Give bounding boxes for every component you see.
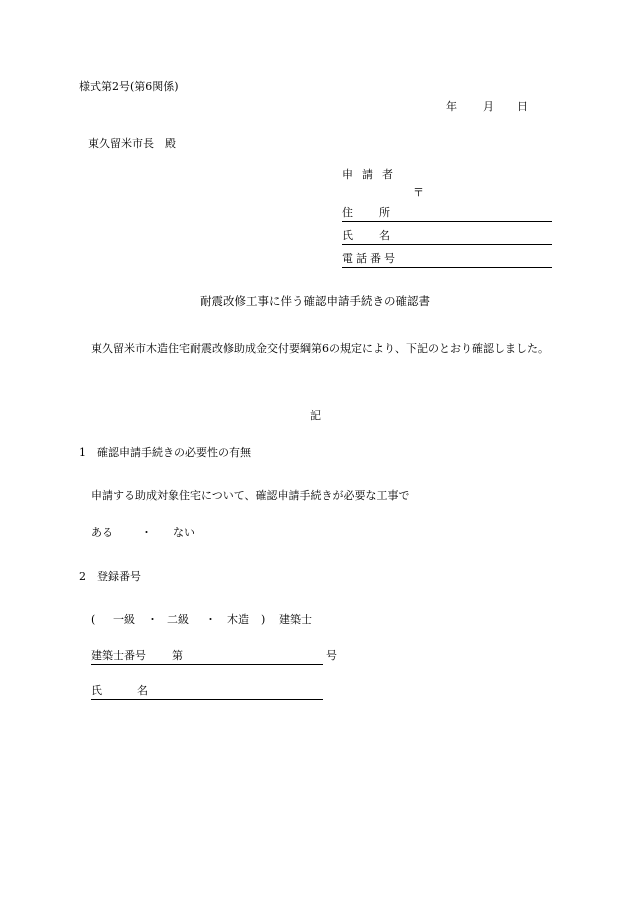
section1-text: 申請する助成対象住宅について、確認申請手続きが必要な工事で (91, 489, 410, 502)
postal-mark: 〒 (413, 186, 424, 199)
document-title: 耐震改修工事に伴う確認申請手続きの確認書 (200, 294, 430, 308)
date-month-label: 月 (483, 100, 494, 113)
grade-wooden[interactable]: 木造 (227, 613, 249, 626)
document-body: 東久留米市木造住宅耐震改修助成金交付要綱第6の規定により、下記のとおり確認しました。 (91, 342, 549, 355)
applicant-name-label: 氏名 (342, 229, 416, 242)
section2-number: 2 (79, 570, 86, 583)
architect-number-label: 建築士番号 (91, 649, 146, 662)
architect-name-field[interactable] (91, 685, 323, 700)
architect-grade-row (91, 614, 312, 625)
grade-first-class[interactable]: 一級 (113, 613, 135, 626)
applicant-title: 申請者 (342, 168, 402, 181)
phone-label: 電話番号 (342, 252, 398, 265)
grade-separator-1: ・ (147, 613, 158, 626)
section1-heading (79, 447, 251, 458)
option-separator: ・ (141, 526, 152, 539)
addressee: 東久留米市長 殿 (88, 137, 176, 150)
architect-number-field[interactable] (91, 650, 323, 665)
address-label: 住所 (342, 206, 416, 219)
grade-second-class[interactable]: 二級 (167, 613, 189, 626)
grade-open-paren: ( (91, 613, 96, 626)
architect-name-label: 氏名 (91, 684, 183, 697)
ki-heading: 記 (310, 409, 321, 422)
phone-field[interactable] (342, 253, 552, 268)
date-year-label: 年 (446, 100, 457, 113)
address-field[interactable] (342, 207, 552, 222)
section2-title: 登録番号 (97, 570, 141, 583)
architect-number-prefix: 第 (172, 649, 183, 662)
applicant-name-field[interactable] (342, 230, 552, 245)
grade-close-paren: ) (261, 613, 266, 626)
grade-suffix: 建築士 (279, 613, 312, 626)
date-day-label: 日 (517, 100, 528, 113)
option-no[interactable]: ない (173, 526, 195, 539)
form-number: 様式第2号(第6関係) (79, 80, 179, 93)
section1-number: 1 (79, 446, 86, 459)
grade-separator-2: ・ (205, 613, 216, 626)
section2-heading (79, 571, 141, 582)
option-yes[interactable]: ある (91, 526, 113, 539)
architect-number-suffix: 号 (326, 649, 337, 662)
section1-title: 確認申請手続きの必要性の有無 (97, 446, 251, 459)
